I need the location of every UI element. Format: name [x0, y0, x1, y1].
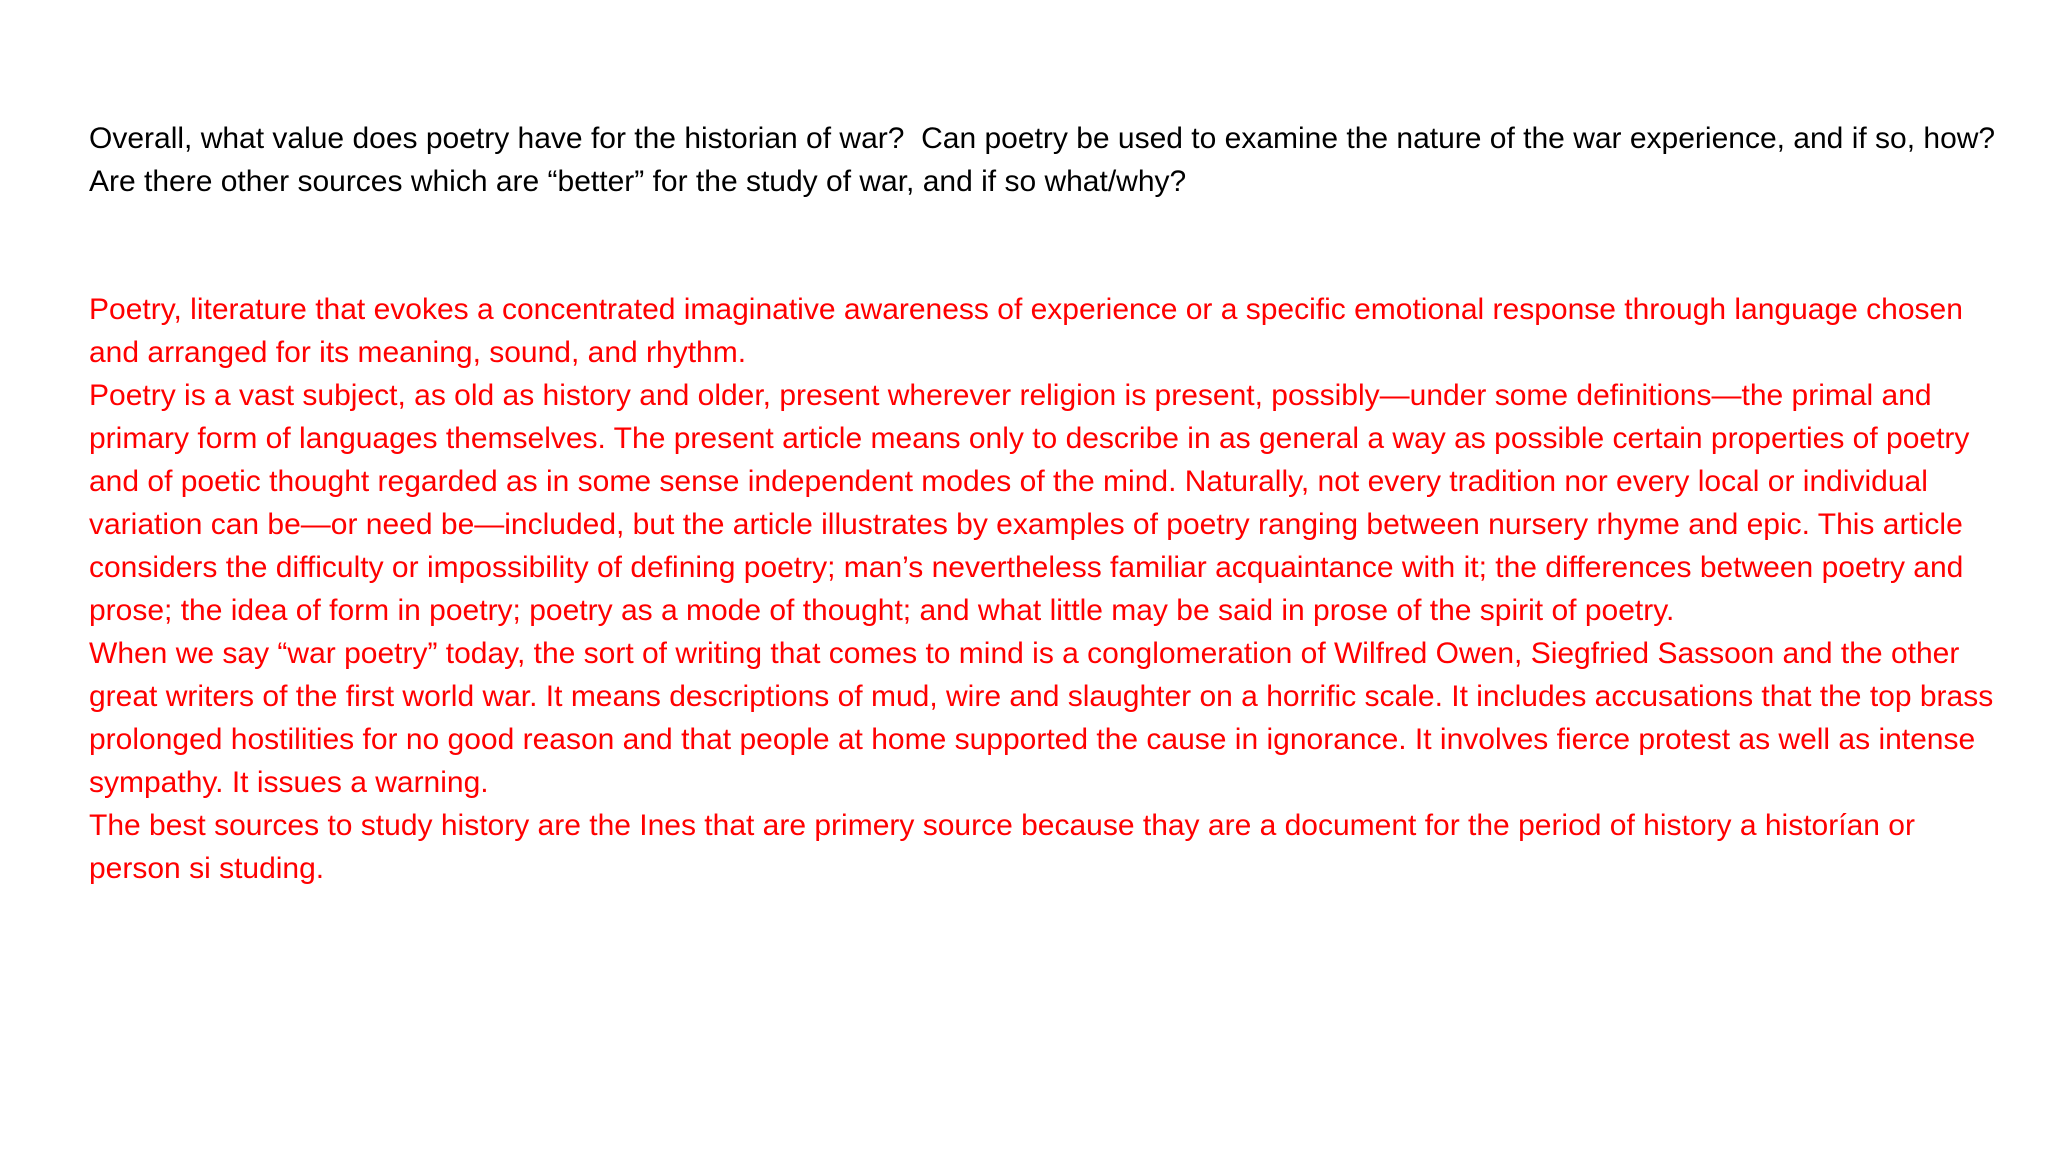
- question-text: Overall, what value does poetry have for the historian of war? Can poetry be used to examine the nature of the war experience, and if so, how? Are there other sources which are “better” for the study of war, and if so what/why?: [89, 122, 2011, 198]
- answer-paragraph-poetry-subject: Poetry is a vast subject, as old as history and older, present wherever religion is present, possibly—under some definitions—the primal and primary form of languages themselves. The present article means only to describe in as general a way as possible certain properties of poetry and of poetic thought regarded as in some sense independent modes of the mind. Naturally, not every tradition nor every local or individual variation can be—or need be—included, but the article illustrates by examples of poetry ranging between nursery rhyme and epic. This article considers the difficulty or impossibility of defining poetry; man’s nevertheless familiar acquaintance with it; the differences between poetry and prose; the idea of form in poetry; poetry as a mode of thought; and what little may be said in prose of the spirit of poetry.: [89, 379, 1978, 627]
- answer-body: [89, 288, 2014, 890]
- answer-paragraph-definition: Poetry, literature that evokes a concentrated imaginative awareness of experience or a specific emotional response through language chosen and arranged for its meaning, sound, and rhythm.: [89, 293, 1972, 369]
- answer-paragraph-war-poetry: When we say “war poetry” today, the sort of writing that comes to mind is a conglomeration of Wilfred Owen, Siegfried Sassoon and the other great writers of the first world war. It means descriptions of mud, wire and slaughter on a horrific scale. It includes accusations that the top brass prolonged hostilities for no good reason and that people at home supported the cause in ignorance. It involves fierce protest as well as intense sympathy. It issues a warning.: [89, 637, 2002, 799]
- answer-paragraph-best-sources: The best sources to study history are the Ines that are primery source because thay are a document for the period of history a historían or person si studing.: [89, 809, 1924, 885]
